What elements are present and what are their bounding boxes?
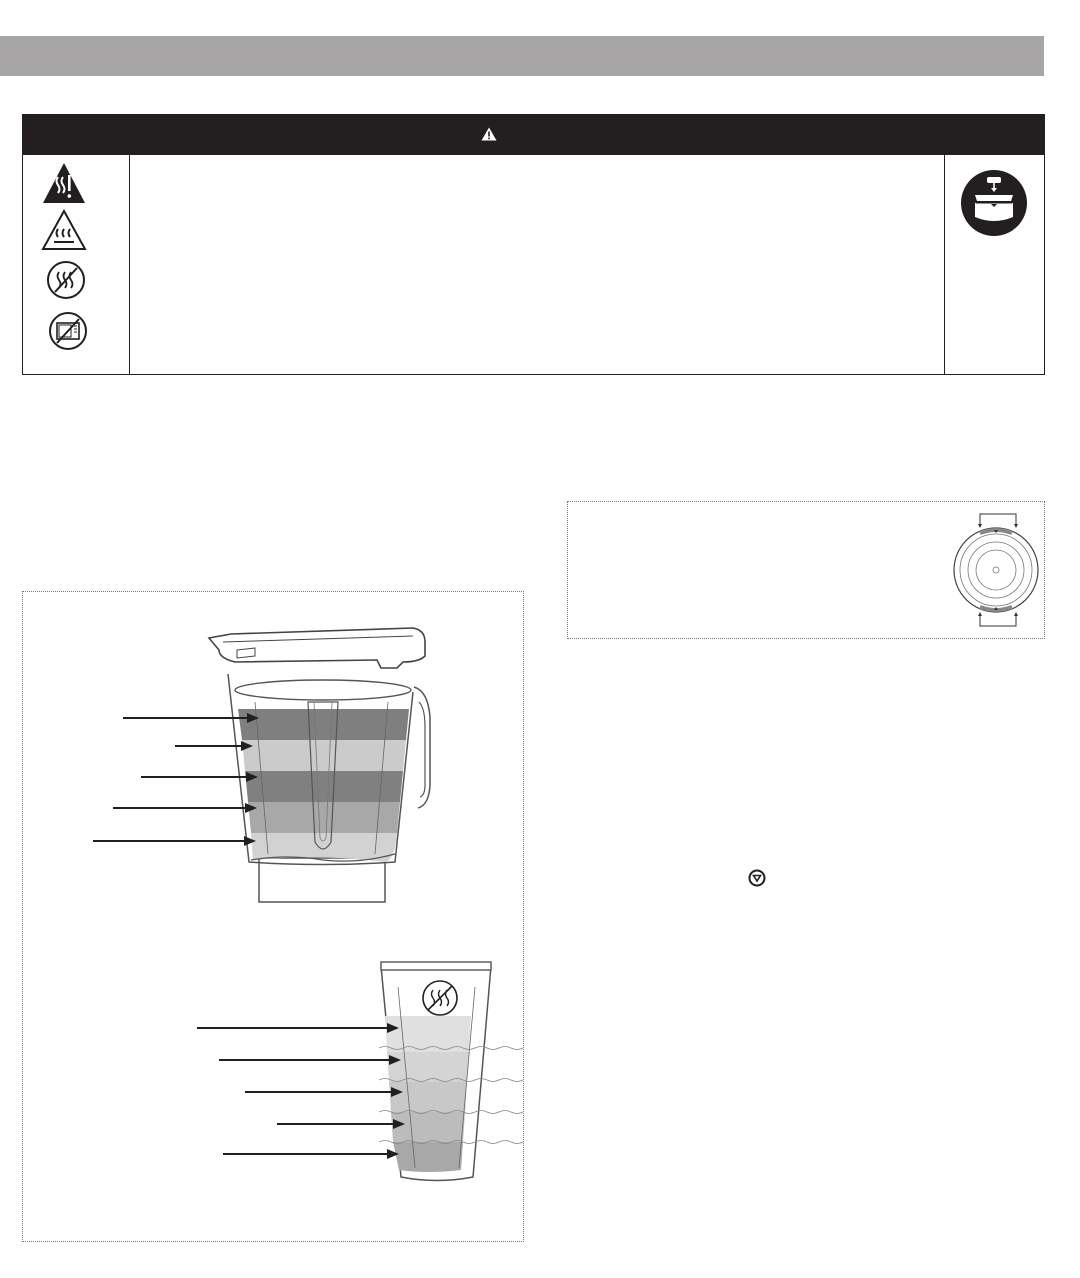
warning-triangle-icon (481, 127, 497, 141)
container-fill-diagram-panel (22, 591, 524, 1242)
warning-title-bar (23, 115, 1044, 155)
hot-surface-warning-icon (41, 209, 87, 251)
warning-text (130, 155, 944, 374)
blender-container-illustration (209, 628, 430, 902)
hot-liquid-warning-icon (41, 161, 87, 205)
warning-icons-right (944, 155, 1044, 374)
warning-box (22, 114, 1045, 375)
warning-icons-left (23, 155, 130, 374)
lid-rotate-diagram (948, 506, 1044, 636)
lid-secure-icon (960, 169, 1028, 237)
blending-cup-illustration (379, 962, 523, 1181)
section-header-bar (0, 36, 1044, 76)
cup-level-arrows (197, 1023, 405, 1159)
lid-lock-panel (567, 501, 1045, 639)
pulse-down-icon (748, 869, 766, 887)
no-hot-liquids-icon (46, 260, 86, 300)
container-diagrams (23, 592, 523, 1241)
no-microwave-icon (48, 311, 88, 351)
